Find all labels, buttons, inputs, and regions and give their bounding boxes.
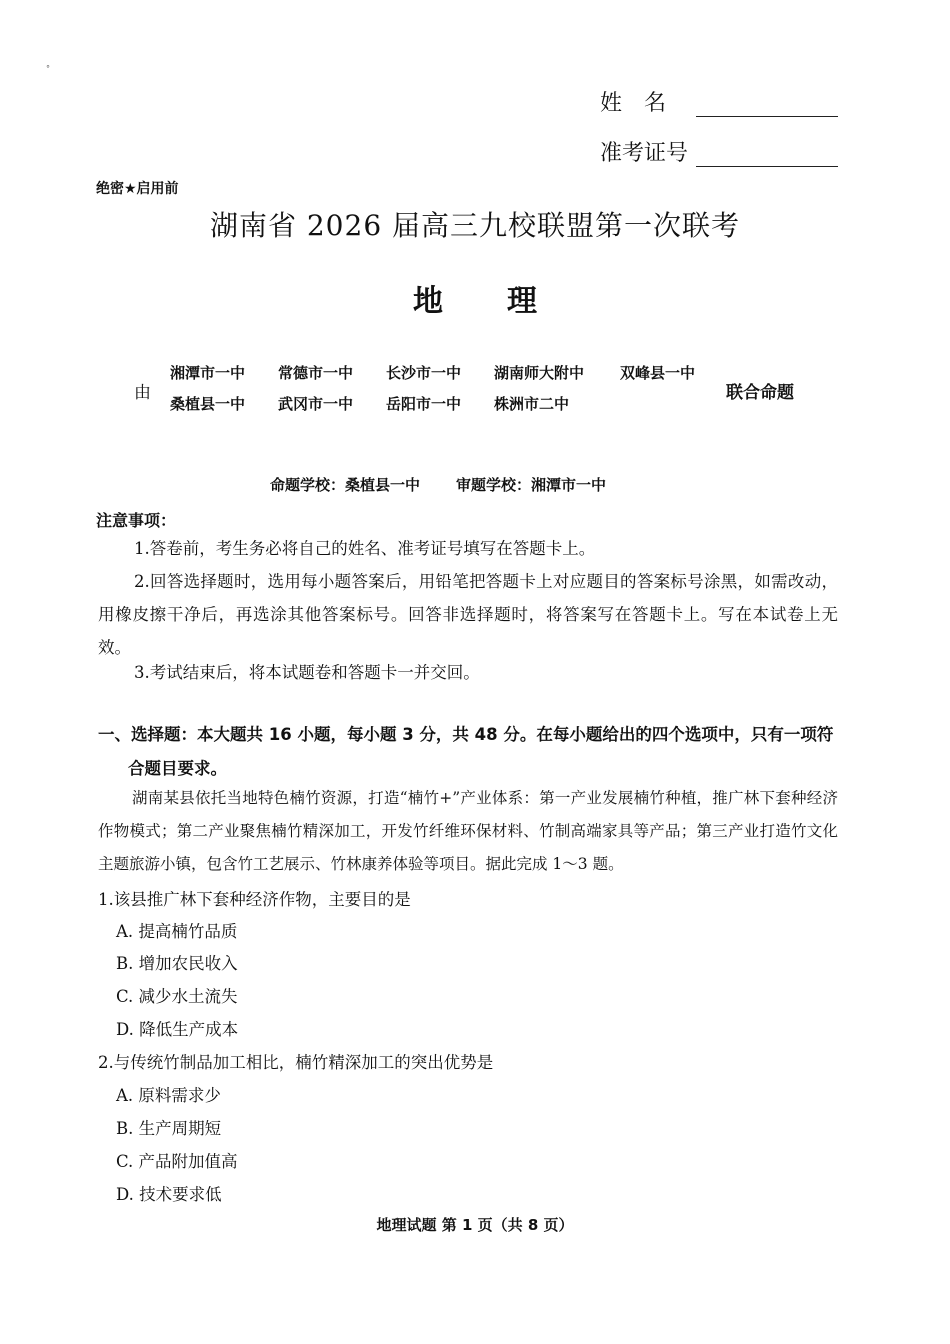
exam-id-field xyxy=(600,136,838,167)
option-a: A. 原料需求少 xyxy=(116,1086,221,1105)
schools-suffix: 联合命题 xyxy=(726,383,794,403)
schools-prefix: 由 xyxy=(134,383,151,403)
question-stem: 2.与传统竹制品加工相比，楠竹精深加工的突出优势是 xyxy=(98,1053,494,1072)
scan-mark: ° xyxy=(46,64,50,73)
secret-mark: 绝密★启用前 xyxy=(96,181,179,197)
school-item: 长沙市一中 xyxy=(386,364,462,382)
school-item: 桑植县一中 xyxy=(170,395,246,413)
school-list xyxy=(170,362,728,414)
notes-heading: 注意事项： xyxy=(96,511,177,530)
reviewer-school: 审题学校：湘潭市一中 xyxy=(456,476,607,494)
option-d: D. 技术要求低 xyxy=(116,1185,222,1204)
exam-title: 湖南省 2026 届高三九校联盟第一次联考 xyxy=(209,209,741,242)
name-field xyxy=(600,86,838,117)
school-item: 株洲市二中 xyxy=(494,395,570,413)
note-item: 1.答卷前，考生务必将自己的姓名、准考证号填写在答题卡上。 xyxy=(134,539,596,558)
name-blank xyxy=(696,92,838,117)
option-c: C. 减少水土流失 xyxy=(116,987,238,1006)
school-item: 双峰县一中 xyxy=(620,364,696,382)
school-item: 武冈市一中 xyxy=(278,395,354,413)
option-c: C. 产品附加值高 xyxy=(116,1152,238,1171)
question-stem: 1.该县推广林下套种经济作物，主要目的是 xyxy=(98,890,411,909)
reading-passage: 湖南某县依托当地特色楠竹资源，打造“楠竹+”产业体系：第一产业发展楠竹种植，推广林下套种经济作物模式；第二产业聚焦楠竹精深加工，开发竹纤维环保材料、竹制高端家具等产品；第三产业打造竹文化主题旅游小镇，包含竹工艺展示、竹林康养体验等项目。据此完成 1～3 题。 xyxy=(98,789,838,873)
option-b: B. 生产周期短 xyxy=(116,1119,222,1138)
section-line-2: 合题目要求。 xyxy=(128,759,227,778)
option-a: A. 提高楠竹品质 xyxy=(116,922,238,941)
subject-title: 地理 xyxy=(413,284,601,319)
option-d: D. 降低生产成本 xyxy=(116,1020,239,1039)
school-item: 岳阳市一中 xyxy=(386,395,462,413)
option-b: B. 增加农民收入 xyxy=(116,954,238,973)
section-line-1: 一、选择题：本大题共 16 小题，每小题 3 分，共 48 分。在每小题给出的四个选项中，只有一项符 xyxy=(98,725,834,744)
page-footer: 地理试题 第 1 页（共 8 页） xyxy=(376,1216,574,1234)
name-label: 姓 名 xyxy=(600,91,667,116)
school-item: 湖南师大附中 xyxy=(494,364,585,382)
note-item: 2.回答选择题时，选用每小题答案后，用铅笔把答题卡上对应题目的答案标号涂黑，如需改动，用橡皮擦干净后，再选涂其他答案标号。回答非选择题时，将答案写在答题卡上。写在本试卷上无效。 xyxy=(98,572,838,657)
section-heading xyxy=(98,718,838,786)
exam-id-blank xyxy=(696,142,838,167)
school-item: 常德市一中 xyxy=(278,364,354,382)
note-item: 3.考试结束后，将本试题卷和答题卡一并交回。 xyxy=(134,663,480,682)
exam-id-label: 准考证号 xyxy=(600,141,689,166)
school-item: 湘潭市一中 xyxy=(170,364,246,382)
setter-school: 命题学校：桑植县一中 xyxy=(270,476,421,494)
proposition-info xyxy=(270,474,606,495)
